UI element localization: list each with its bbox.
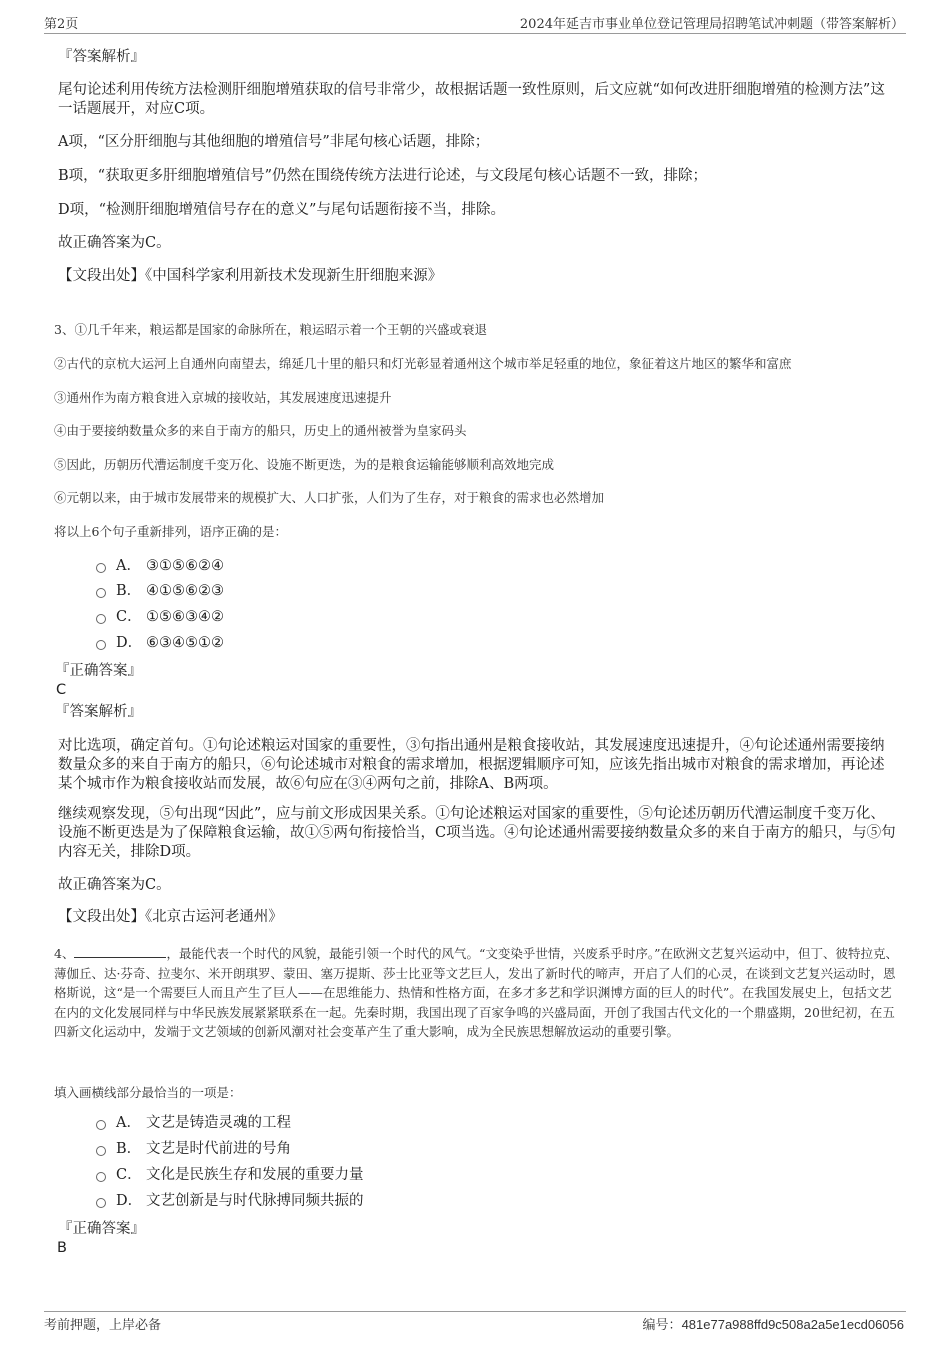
option-text: ①⑤⑥③④② — [146, 609, 224, 625]
q3-sentence-1: 3、①几千年来，粮运都是国家的命脉所在，粮运昭示着一个王朝的兴盛或衰退 — [54, 322, 487, 337]
q4-option-c[interactable] — [96, 1166, 364, 1184]
q2-option-a-analysis: A项，“区分肝细胞与其他细胞的增殖信号”非尾句核心话题，排除； — [58, 134, 490, 150]
option-letter: D． — [116, 1193, 143, 1209]
page-number: 第2页 — [44, 17, 79, 32]
q4-stem — [54, 944, 902, 1042]
header-divider — [44, 33, 906, 34]
footer-code-value: 481e77a988ffd9c508a2a5e1ecd06056 — [681, 1317, 904, 1332]
radio-button-icon[interactable] — [96, 563, 106, 573]
radio-button-icon[interactable] — [96, 588, 106, 598]
q3-sentence-6: ⑥元朝以来，由于城市发展带来的规模扩大、人口扩张，人们为了生存，对于粮食的需求也必然增加 — [54, 490, 605, 505]
q3-option-a[interactable] — [96, 557, 224, 575]
q3-option-c[interactable] — [96, 608, 224, 626]
q3-prompt: 将以上6个句子重新排列，语序正确的是： — [54, 524, 287, 539]
option-letter: B． — [116, 1141, 142, 1157]
q3-analysis-paragraph-1: 对比选项，确定首句。①句论述粮运对国家的重要性，③句指出通州是粮食接收站，其发展速度迅速提升，④句论述通州需要接纳数量众多的来自于南方的船只，⑥句论述城市对粮食的需求增加，根据逻辑顺序可知，应该先指出城市对粮食的需求增加，再论述某个城市作为粮食接收站而发展，故⑥句应在③④两句之前，排除A、B两项。 — [58, 738, 885, 792]
footer-slogan: 考前押题，上岸必备 — [44, 1318, 162, 1333]
q3-answer: C — [56, 682, 67, 698]
q2-source: 【文段出处】《中国科学家利用新技术发现新生肝细胞来源》 — [58, 268, 443, 284]
q3-sentence-4: ④由于要接纳数量众多的来自于南方的船只，历史上的通州被誉为皇家码头 — [54, 423, 467, 438]
radio-button-icon[interactable] — [96, 1172, 106, 1182]
q3-answer-label: 『正确答案』 — [55, 663, 142, 679]
option-letter: C． — [116, 609, 142, 625]
footer-divider — [44, 1311, 906, 1312]
option-letter: B． — [116, 583, 142, 599]
radio-button-icon[interactable] — [96, 640, 106, 650]
option-text: 文艺是时代前进的号角 — [146, 1141, 291, 1157]
radio-button-icon[interactable] — [96, 1198, 106, 1208]
footer-code — [643, 1314, 904, 1333]
option-text: 文艺是铸造灵魂的工程 — [146, 1115, 291, 1131]
q3-source: 【文段出处】《北京古运河老通州》 — [58, 909, 283, 925]
q3-conclusion: 故正确答案为C。 — [58, 877, 171, 893]
q3-sentence-2: ②古代的京杭大运河上自通州向南望去，绵延几十里的船只和灯光彰显着通州这个城市举足轻重的地位，象征着这片地区的繁华和富庶 — [54, 356, 792, 371]
q4-option-b[interactable] — [96, 1140, 291, 1158]
option-text: ③①⑤⑥②④ — [146, 558, 224, 574]
q3-option-b[interactable] — [96, 582, 224, 600]
option-letter: A． — [116, 1115, 141, 1131]
q4-number: 4、 — [54, 946, 75, 961]
q3-option-d[interactable] — [96, 634, 224, 652]
radio-button-icon[interactable] — [96, 1146, 106, 1156]
option-letter: D． — [116, 635, 143, 651]
q2-analysis-label: 『答案解析』 — [58, 49, 145, 65]
option-text: 文化是民族生存和发展的重要力量 — [146, 1167, 364, 1183]
option-letter: C． — [116, 1167, 142, 1183]
document-title: 2024年延吉市事业单位登记管理局招聘笔试冲刺题（带答案解析） — [519, 17, 904, 32]
option-text: ④①⑤⑥②③ — [146, 583, 224, 599]
q4-answer: B — [57, 1240, 67, 1256]
q4-answer-label: 『正确答案』 — [58, 1221, 145, 1237]
fill-blank-line — [74, 945, 166, 958]
q2-option-b-analysis: B项，“获取更多肝细胞增殖信号”仍然在围绕传统方法进行论述，与文段尾句核心话题不一致，排除； — [58, 168, 707, 184]
footer-code-label: 编号： — [642, 1318, 682, 1333]
option-letter: A． — [116, 558, 141, 574]
option-text: ⑥③④⑤①② — [146, 635, 224, 651]
q2-conclusion: 故正确答案为C。 — [58, 235, 171, 251]
radio-button-icon[interactable] — [96, 1120, 106, 1130]
q4-option-d[interactable] — [96, 1192, 364, 1210]
q3-analysis-label: 『答案解析』 — [55, 704, 142, 720]
q3-sentence-5: ⑤因此，历朝历代漕运制度千变万化、设施不断更迭，为的是粮食运输能够顺利高效地完成 — [54, 457, 555, 472]
q4-stem-text: ，最能代表一个时代的风貌，最能引领一个时代的风气。“文变染乎世情，兴废系乎时序。”在欧洲文艺复兴运动中，但丁、彼特拉克、薄伽丘、达·芬奇、拉斐尔、米开朗琪罗、蒙田、塞万提斯、莎士比亚等文艺巨人，发出了新时代的啼声，开启了人们的心灵，在谈到文艺复兴运动时，恩格斯说，这“是一个需要巨人而且产生了巨人——在思维能力、热情和性格方面，在多才多艺和学识渊博方面的巨人的时代”。在我国发展史上，包括文艺在内的文化发展同样与中华民族发展紧紧联系在一起。先秦时期，我国出现了百家争鸣的兴盛局面，开创了我国古代文化的一个鼎盛期，20世纪初，在五四新文化运动中，发端于文艺领域的创新风潮对社会变革产生了重大影响，成为全民族思想解放运动的重要引擎。 — [54, 946, 898, 1039]
q4-prompt: 填入画横线部分最恰当的一项是： — [54, 1085, 242, 1100]
option-text: 文艺创新是与时代脉搏同频共振的 — [146, 1193, 364, 1209]
q2-analysis-paragraph: 尾句论述利用传统方法检测肝细胞增殖获取的信号非常少，故根据话题一致性原则，后文应就“如何改进肝细胞增殖的检测方法”这一话题展开，对应C项。 — [58, 82, 885, 117]
q3-sentence-3: ③通州作为南方粮食进入京城的接收站，其发展速度迅速提升 — [54, 390, 392, 405]
q2-option-d-analysis: D项，“检测肝细胞增殖信号存在的意义”与尾句话题衔接不当，排除。 — [58, 202, 505, 218]
radio-button-icon[interactable] — [96, 614, 106, 624]
q3-analysis-paragraph-2: 继续观察发现，⑤句出现“因此”，应与前文形成因果关系。①句论述粮运对国家的重要性，⑤句论述历朝历代漕运制度千变万化、设施不断更迭是为了保障粮食运输，故①⑤两句衔接恰当，C项当选。④句论述通州需要接纳数量众多的来自于南方的船只，与⑤句内容无关，排除D项。 — [58, 806, 896, 860]
q4-option-a[interactable] — [96, 1114, 291, 1132]
